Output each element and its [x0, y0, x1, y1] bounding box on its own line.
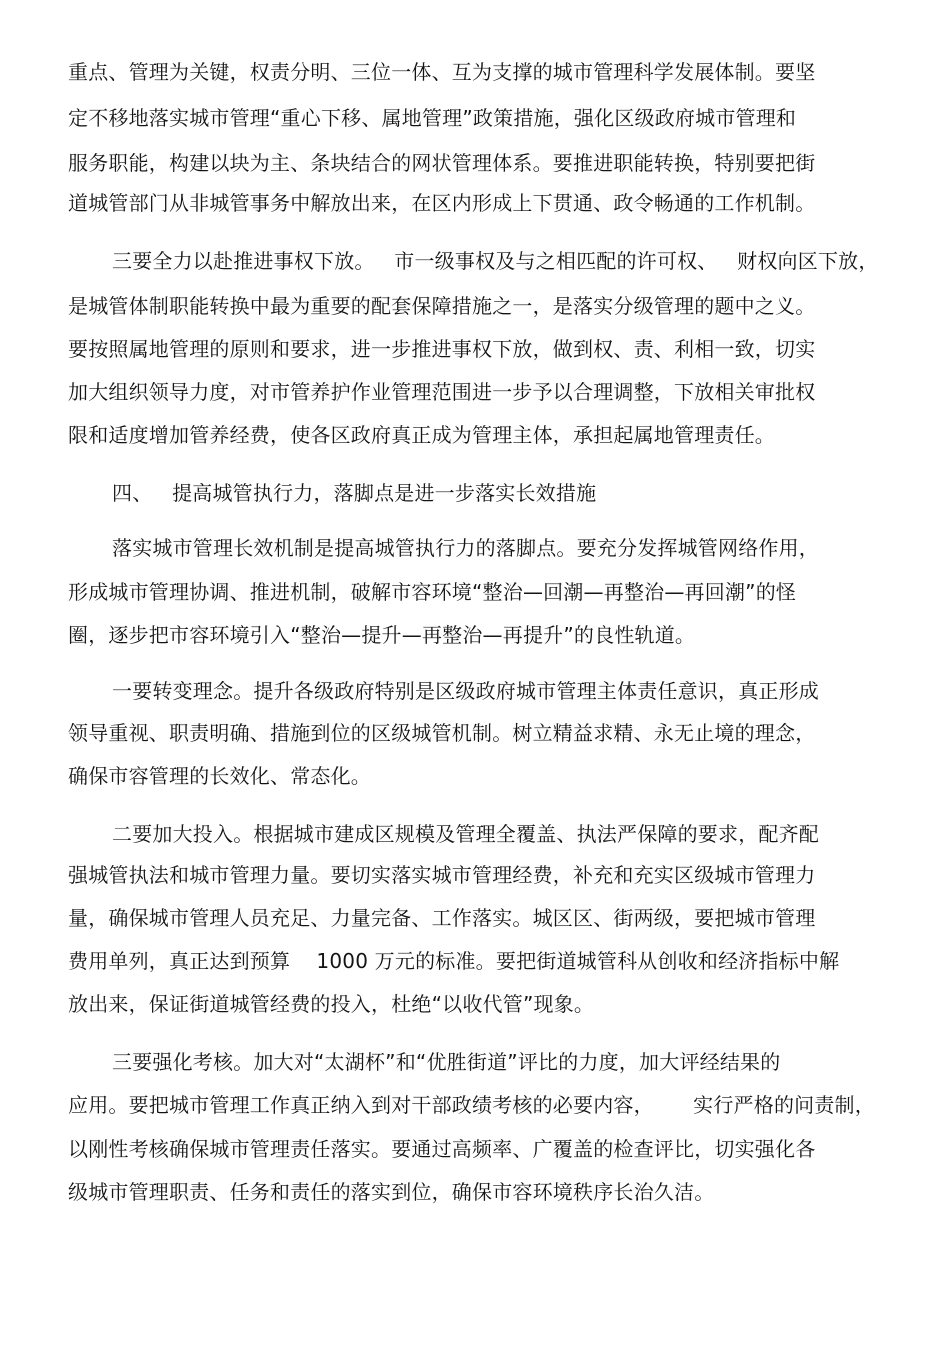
body-text-line: 以刚性考核确保城市管理责任落实。要通过高频率、广覆盖的检查评比，切实强化各 [68, 1137, 816, 1161]
body-text-line: 重点、管理为关键，权责分明、三位一体、互为支撑的城市管理科学发展体制。要坚 [68, 60, 816, 84]
body-text-line: 圈，逐步把市容环境引入“整治—提升—再整治—再提升”的良性轨道。 [68, 623, 696, 647]
body-text-line: 形成城市管理协调、推进机制，破解市容环境“整治—回潮—再整治—再回潮”的怪 [68, 580, 797, 604]
body-text-line: 限和适度增加管养经费，使各区政府真正成为管理主体，承担起属地管理责任。 [68, 423, 775, 447]
body-text-line: 服务职能，构建以块为主、条块结合的网状管理体系。要推进职能转换，特别要把街 [68, 151, 816, 175]
body-text-line: 量，确保城市管理人员充足、力量完备、工作落实。城区区、街两级，要把城市管理 [68, 906, 816, 930]
paragraph-first-line: 三要全力以赴推进事权下放。 市一级事权及与之相匹配的许可权、 财权向区下放， [112, 249, 879, 273]
paragraph-first-line: 一要转变理念。提升各级政府特别是区级政府城市管理主体责任意识，真正形成 [112, 679, 819, 703]
body-text-line: 确保市容管理的长效化、常态化。 [68, 764, 371, 788]
body-text-line: 费用单列，真正达到预算 1000 万元的标准。要把街道城管科从创收和经济指标中解 [68, 949, 840, 973]
body-text-line: 加大组织领导力度，对市管养护作业管理范围进一步予以合理调整，下放相关审批权 [68, 380, 816, 404]
body-text-line: 是城管体制职能转换中最为重要的配套保障措施之一，是落实分级管理的题中之义。 [68, 294, 816, 318]
body-text-line: 强城管执法和城市管理力量。要切实落实城市管理经费，补充和充实区级城市管理力 [68, 863, 816, 887]
paragraph-first-line: 三要强化考核。加大对“太湖杯”和“优胜街道”评比的力度，加大评经结果的 [112, 1050, 781, 1074]
body-text-line: 放出来，保证街道城管经费的投入，杜绝“以收代管”现象。 [68, 992, 595, 1016]
body-text-line: 领导重视、职责明确、措施到位的区级城管机制。树立精益求精、永无止境的理念， [68, 721, 816, 745]
body-text-line: 要按照属地管理的原则和要求，进一步推进事权下放，做到权、责、利相一致，切实 [68, 337, 816, 361]
body-text-line: 道城管部门从非城管事务中解放出来，在区内形成上下贯通、政令畅通的工作机制。 [68, 191, 816, 215]
section-heading: 四、 提高城管执行力，落脚点是进一步落实长效措施 [112, 481, 597, 505]
body-text-line: 应用。要把城市管理工作真正纳入到对干部政绩考核的必要内容， 实行严格的问责制， [68, 1093, 875, 1117]
paragraph-first-line: 落实城市管理长效机制是提高城管执行力的落脚点。要充分发挥城管网络作用， [112, 536, 819, 560]
body-text-line: 级城市管理职责、任务和责任的落实到位，确保市容环境秩序长治久洁。 [68, 1180, 715, 1204]
paragraph-first-line: 二要加大投入。根据城市建成区规模及管理全覆盖、执法严保障的要求，配齐配 [112, 822, 819, 846]
body-text-line: 定不移地落实城市管理“重心下移、属地管理”政策措施，强化区级政府城市管理和 [68, 106, 797, 130]
